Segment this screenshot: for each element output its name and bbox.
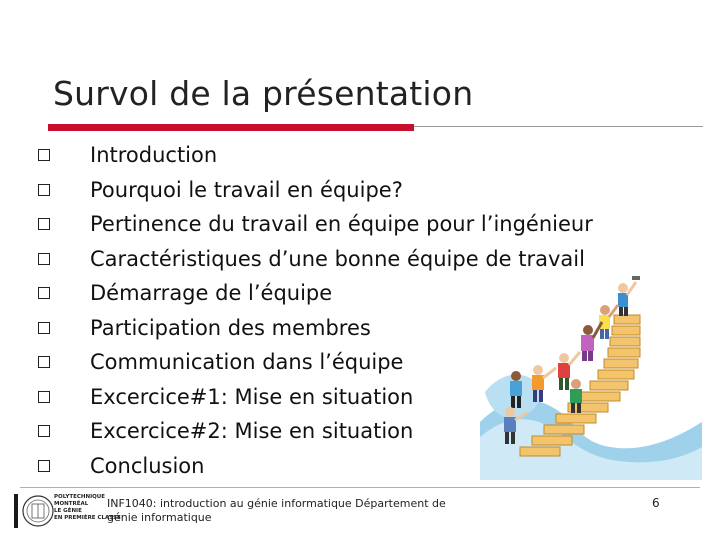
bullet-text: Caractéristiques d’une bonne équipe de travail xyxy=(90,246,585,271)
hollow-square-icon xyxy=(38,425,50,437)
page-number: 6 xyxy=(652,496,660,510)
hollow-square-icon xyxy=(38,218,50,230)
bullet-item xyxy=(38,242,593,277)
hollow-square-icon xyxy=(38,149,50,161)
slide-title: Survol de la présentation xyxy=(53,74,474,113)
bullet-item xyxy=(38,173,593,208)
hollow-square-icon xyxy=(38,460,50,472)
hollow-square-icon xyxy=(38,356,50,368)
footer-divider xyxy=(20,487,700,488)
bullet-text: Excercice#2: Mise en situation xyxy=(90,419,414,444)
hollow-square-icon xyxy=(38,322,50,334)
title-accent-bar xyxy=(48,124,414,131)
bullet-item xyxy=(38,138,593,173)
bullet-text: Démarrage de l’équipe xyxy=(90,281,333,306)
bullet-text: Conclusion xyxy=(90,453,205,478)
bullet-item xyxy=(38,207,593,242)
bullet-text: Communication dans l’équipe xyxy=(90,350,404,375)
bullet-text: Participation des membres xyxy=(90,315,371,340)
footer-course-text: INF1040: introduction au génie informatique Département de génie informatique xyxy=(107,497,446,524)
bullet-text: Pertinence du travail en équipe pour l’ingénieur xyxy=(90,212,593,237)
bullet-text: Introduction xyxy=(90,143,218,168)
hollow-square-icon xyxy=(38,253,50,265)
bullet-text: Pourquoi le travail en équipe? xyxy=(90,177,403,202)
hollow-square-icon xyxy=(38,184,50,196)
bullet-text: Excercice#1: Mise en situation xyxy=(90,384,414,409)
teamwork-staircase-clipart xyxy=(480,272,702,480)
hollow-square-icon xyxy=(38,287,50,299)
hollow-square-icon xyxy=(38,391,50,403)
logo-wordmark: POLYTECHNIQUE MONTRÉAL LE GÉNIE EN PREMIÈRE CLASSE xyxy=(54,494,121,521)
